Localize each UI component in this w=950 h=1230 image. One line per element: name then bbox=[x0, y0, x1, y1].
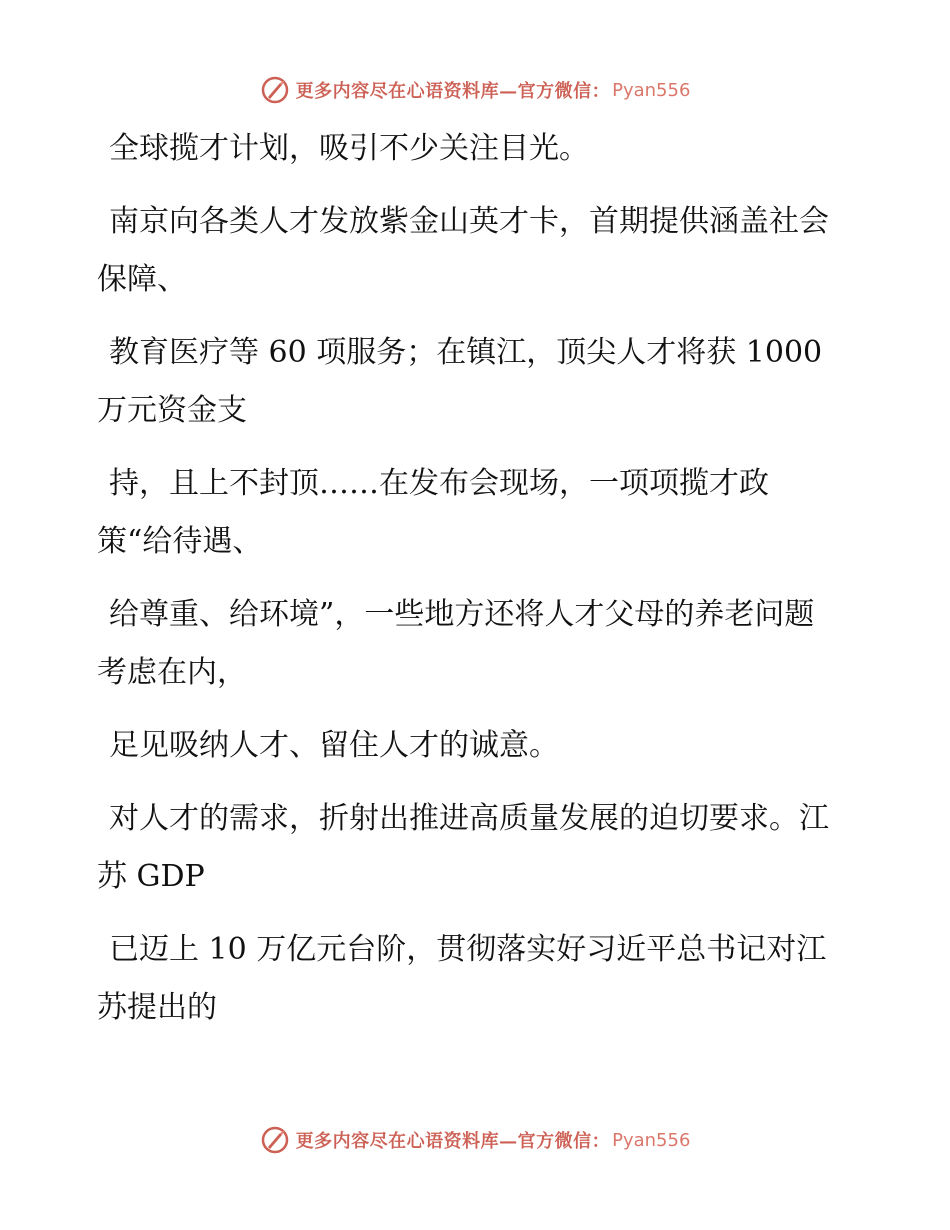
watermark-wechat-id: Pyan556 bbox=[612, 1129, 691, 1151]
paragraph: 全球揽才计划，吸引不少关注目光。 bbox=[109, 131, 589, 166]
paragraph: 对人才的需求，折射出推进高质量发展的迫切要求。江苏 GDP bbox=[97, 801, 829, 894]
paragraph: 足见吸纳人才、留住人才的诚意。 bbox=[109, 728, 559, 763]
watermark-text: 更多内容尽在心语资料库—官方微信： bbox=[295, 81, 611, 102]
header-watermark bbox=[0, 72, 950, 108]
paragraph: 持，且上不封顶……在发布会现场，一项项揽才政策“给待遇、 bbox=[97, 466, 769, 559]
quill-logo-icon bbox=[260, 75, 290, 105]
document-body bbox=[97, 120, 837, 1052]
footer-watermark bbox=[0, 1122, 950, 1158]
paragraph: 已迈上 10 万亿元台阶，贯彻落实好习近平总书记对江苏提出的 bbox=[97, 932, 827, 1025]
paragraph: 南京向各类人才发放紫金山英才卡，首期提供涵盖社会保障、 bbox=[97, 204, 829, 297]
paragraph: 教育医疗等 60 项服务；在镇江，顶尖人才将获 1000 万元资金支 bbox=[97, 335, 823, 428]
quill-logo-icon bbox=[260, 1125, 290, 1155]
watermark-text: 更多内容尽在心语资料库—官方微信： bbox=[295, 1131, 611, 1152]
watermark-wechat-id: Pyan556 bbox=[612, 79, 691, 101]
paragraph: 给尊重、给环境”，一些地方还将人才父母的养老问题考虑在内， bbox=[97, 597, 815, 690]
